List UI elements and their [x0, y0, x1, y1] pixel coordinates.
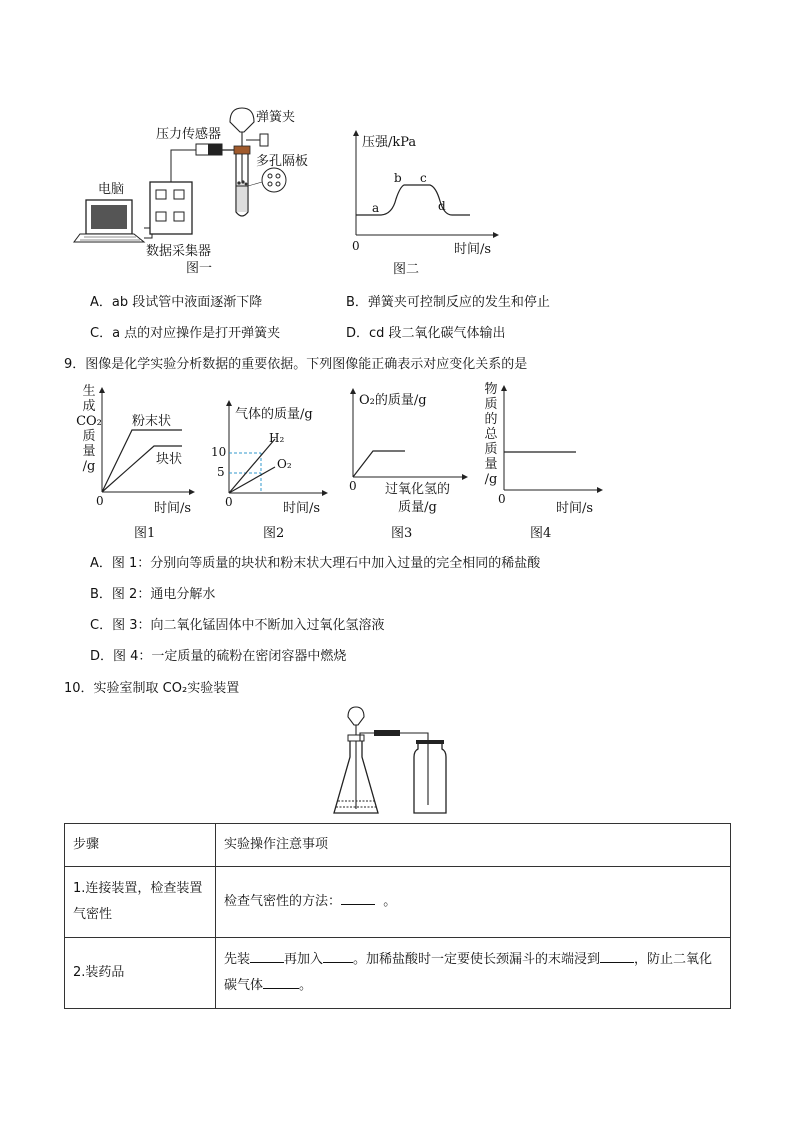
graph-2-ylabel: 气体的质量/g [235, 407, 313, 422]
graph-2-series-o2: O₂ [277, 457, 292, 471]
graph-2-h2-line [229, 439, 275, 493]
fig2-point-d: d [438, 199, 446, 213]
graph-1-ylabel: 生 成 CO₂ 质 量 /g [76, 384, 102, 474]
row1-note-prefix: 检查气密性的方法： [224, 894, 342, 909]
fig2-origin: 0 [352, 239, 360, 253]
row2-text-3: 。加稀盐酸时一定要使长颈漏斗的末端浸到 [353, 952, 601, 967]
answer-blank-4[interactable] [263, 974, 299, 989]
figure-1-caption: 图一 [186, 261, 213, 276]
label-data-collector: 数据采集器 [146, 244, 212, 259]
fig2-ylabel: 压强/kPa [362, 135, 417, 150]
figure-2-caption: 图二 [393, 262, 420, 277]
spring-clip [260, 134, 268, 146]
answer-blank-3[interactable] [600, 948, 634, 963]
q9-option-a[interactable]: A．图 1：分别向等质量的块状和粉末状大理石中加入过量的完全相同的稀盐酸 [90, 556, 541, 571]
graph-1-series-powder: 粉末状 [132, 414, 172, 429]
rubber-tube [374, 730, 400, 736]
computer-keyboard [74, 234, 144, 242]
row2-step: 2.装药品 [65, 938, 216, 1009]
table-header-row [65, 824, 731, 867]
steps-table [64, 823, 731, 1009]
q9-graph-4 [478, 380, 608, 545]
q9-option-c[interactable]: C．图 3：向二氧化锰固体中不断加入过氧化氢溶液 [90, 618, 385, 633]
row2-text-1: 先装 [224, 952, 251, 967]
figure-2 [340, 125, 510, 275]
q9-graph-1 [70, 382, 200, 542]
fig2-point-b: b [394, 171, 402, 185]
q9-option-d[interactable]: D．图 4：一定质量的硫粉在密闭容器中燃烧 [90, 649, 347, 664]
graph-1-origin: 0 [96, 494, 104, 508]
graph-1-xlabel: 时间/s [154, 501, 192, 516]
graph-4-xlabel: 时间/s [556, 501, 594, 516]
label-computer: 电脑 [98, 182, 125, 197]
fig2-xlabel: 时间/s [454, 242, 492, 257]
co2-apparatus-figure [330, 705, 460, 820]
fig2-point-c: c [420, 171, 427, 185]
graph-3-line [353, 451, 405, 477]
graph-1-series-block: 块状 [156, 452, 183, 467]
q8-option-a[interactable]: A．ab 段试管中液面逐渐下降 [90, 295, 263, 310]
q8-option-d[interactable]: D．cd 段二氧化碳气体输出 [346, 326, 506, 341]
row2-text-5: 。 [299, 978, 313, 993]
gas-collection-bottle [414, 743, 446, 813]
header-step: 步骤 [65, 824, 216, 867]
label-porous-plate: 多孔隔板 [256, 154, 309, 169]
table-row [65, 938, 731, 1009]
graph-4-ylabel: 物 质 的 总 质 量 /g [484, 382, 498, 487]
stopper [234, 146, 250, 154]
q9-graph-3 [345, 385, 475, 545]
graph-3-xlabel: 过氧化氢的 质量/g [385, 482, 451, 515]
row1-note [216, 867, 731, 938]
q8-option-b[interactable]: B．弹簧夹可控制反应的发生和停止 [346, 295, 550, 310]
graph-2-tick-10: 10 [211, 445, 227, 459]
funnel [230, 108, 254, 132]
answer-blank-airtightness[interactable] [341, 890, 375, 905]
graph-4-origin: 0 [498, 492, 506, 506]
q9-option-b[interactable]: B．图 2：通电分解水 [90, 587, 216, 602]
graph-2-origin: 0 [225, 495, 233, 509]
row2-note [216, 938, 731, 1009]
porous-plate-detail [262, 168, 286, 192]
graph-3-caption: 图3 [391, 526, 413, 541]
computer-screen [91, 205, 127, 229]
long-neck-funnel [348, 707, 364, 725]
answer-blank-2[interactable] [323, 948, 353, 963]
answer-blank-1[interactable] [250, 948, 284, 963]
row2-text-4: ，防止二氧化碳气体 [224, 952, 713, 993]
co2-apparatus-drawing [330, 705, 460, 820]
graph-3-origin: 0 [349, 479, 357, 493]
q10-stem: 10．实验室制取 CO₂实验装置 [64, 681, 240, 696]
q9-stem: 9．图像是化学实验分析数据的重要依据。下列图像能正确表示对应变化关系的是 [64, 357, 528, 372]
graph-4-caption: 图4 [530, 526, 552, 541]
fig2-point-a: a [372, 201, 380, 215]
graph-2-series-h2: H₂ [269, 431, 285, 445]
graph-2-tick-5: 5 [217, 465, 225, 479]
figure-1 [70, 100, 320, 280]
table-row [65, 867, 731, 938]
q8-option-c[interactable]: C．a 点的对应操作是打开弹簧夹 [90, 326, 281, 341]
row2-text-2: 再加入 [284, 952, 324, 967]
label-pressure-sensor: 压力传感器 [156, 127, 222, 142]
graph-2-xlabel: 时间/s [283, 501, 321, 516]
graph-1-caption: 图1 [134, 526, 156, 541]
graph-2-caption: 图2 [263, 526, 285, 541]
header-notes: 实验操作注意事项 [216, 824, 731, 867]
graph-3-ylabel: O₂的质量/g [359, 393, 427, 408]
q9-graph-2 [205, 395, 335, 545]
row1-note-suffix: 。 [383, 894, 397, 909]
row1-step: 1.连接装置，检查装置气密性 [65, 867, 216, 938]
graph-2-o2-line [229, 467, 275, 493]
label-spring-clip: 弹簧夹 [256, 110, 296, 125]
